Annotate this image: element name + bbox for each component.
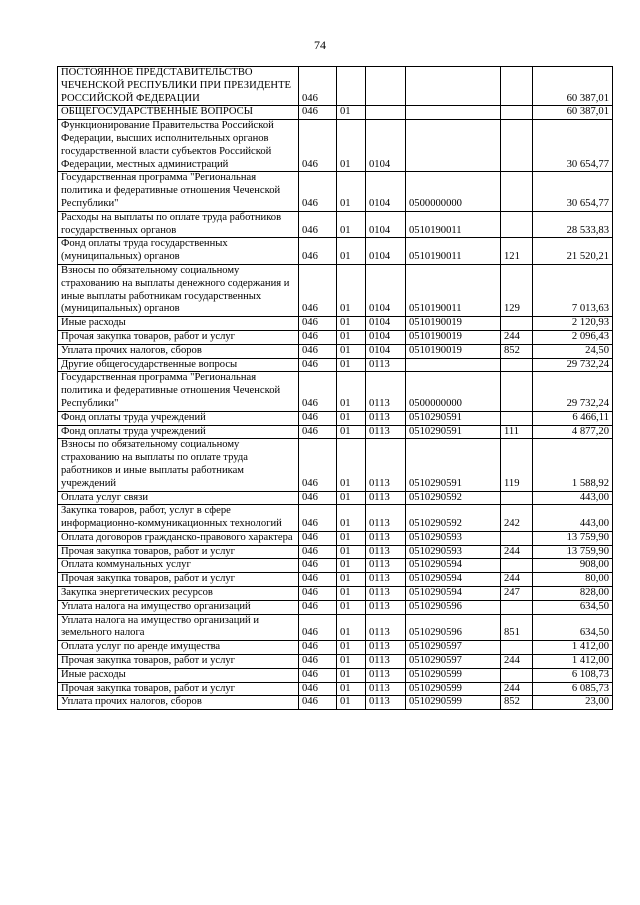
table-row	[58, 238, 613, 265]
table-row	[58, 317, 613, 331]
row-subsection-cell: 0104	[366, 211, 406, 238]
row-target-cell: 0510290594	[406, 559, 501, 573]
row-subsection-cell: 0104	[366, 238, 406, 265]
row-subsection-cell: 0104	[366, 330, 406, 344]
row-type-cell	[501, 668, 533, 682]
row-type-cell	[501, 358, 533, 372]
row-target-cell: 0510190019	[406, 317, 501, 331]
row-amount-cell: 634,50	[533, 614, 613, 641]
row-type-cell: 119	[501, 439, 533, 491]
row-section-cell: 01	[337, 668, 366, 682]
row-name-cell: Уплата налога на имущество организаций и земельного налога	[58, 614, 299, 641]
row-type-cell: 242	[501, 505, 533, 532]
row-code-cell: 046	[299, 491, 337, 505]
row-subsection-cell: 0113	[366, 425, 406, 439]
row-amount-cell: 1 412,00	[533, 655, 613, 669]
row-subsection-cell: 0113	[366, 696, 406, 710]
row-name-cell: Прочая закупка товаров, работ и услуг	[58, 545, 299, 559]
row-section-cell: 01	[337, 505, 366, 532]
page-number: 74	[314, 38, 326, 52]
row-code-cell: 046	[299, 641, 337, 655]
row-name-cell: Другие общегосударственные вопросы	[58, 358, 299, 372]
row-code-cell: 046	[299, 358, 337, 372]
row-name-cell: Взносы по обязательному социальному страхованию на выплаты по оплате труда работников и иные выплаты работникам учреждений	[58, 439, 299, 491]
row-section-cell: 01	[337, 439, 366, 491]
row-code-cell: 046	[299, 238, 337, 265]
row-code-cell: 046	[299, 682, 337, 696]
row-subsection-cell: 0113	[366, 614, 406, 641]
row-type-cell	[501, 211, 533, 238]
row-code-cell: 046	[299, 573, 337, 587]
row-code-cell: 046	[299, 531, 337, 545]
row-name-cell: Закупка энергетических ресурсов	[58, 587, 299, 601]
table-row	[58, 211, 613, 238]
row-subsection-cell: 0104	[366, 344, 406, 358]
row-code-cell: 046	[299, 317, 337, 331]
row-code-cell: 046	[299, 439, 337, 491]
row-amount-cell: 634,50	[533, 600, 613, 614]
row-subsection-cell	[366, 106, 406, 120]
row-name-cell: ПОСТОЯННОЕ ПРЕДСТАВИТЕЛЬСТВО ЧЕЧЕНСКОЙ РЕСПУБЛИКИ ПРИ ПРЕЗИДЕНТЕ РОССИЙСКОЙ ФЕДЕРАЦИИ	[58, 67, 299, 106]
row-type-cell: 244	[501, 545, 533, 559]
row-type-cell: 852	[501, 696, 533, 710]
row-code-cell: 046	[299, 696, 337, 710]
row-subsection-cell: 0113	[366, 411, 406, 425]
row-target-cell: 0510290599	[406, 668, 501, 682]
row-amount-cell: 1 588,92	[533, 439, 613, 491]
row-code-cell: 046	[299, 67, 337, 106]
row-section-cell: 01	[337, 372, 366, 411]
row-section-cell: 01	[337, 682, 366, 696]
row-target-cell	[406, 67, 501, 106]
row-subsection-cell: 0113	[366, 505, 406, 532]
row-target-cell: 0500000000	[406, 172, 501, 211]
row-subsection-cell: 0113	[366, 587, 406, 601]
table-row	[58, 545, 613, 559]
row-amount-cell: 13 759,90	[533, 531, 613, 545]
row-section-cell: 01	[337, 264, 366, 316]
table-row	[58, 264, 613, 316]
row-code-cell: 046	[299, 545, 337, 559]
row-target-cell: 0510190011	[406, 264, 501, 316]
row-type-cell	[501, 559, 533, 573]
row-subsection-cell: 0113	[366, 372, 406, 411]
row-code-cell: 046	[299, 655, 337, 669]
table-row	[58, 120, 613, 172]
row-subsection-cell: 0113	[366, 439, 406, 491]
row-section-cell: 01	[337, 600, 366, 614]
row-target-cell: 0510290591	[406, 411, 501, 425]
row-section-cell: 01	[337, 411, 366, 425]
table-row	[58, 344, 613, 358]
row-type-cell: 111	[501, 425, 533, 439]
row-subsection-cell: 0113	[366, 668, 406, 682]
row-code-cell: 046	[299, 211, 337, 238]
row-amount-cell: 23,00	[533, 696, 613, 710]
row-section-cell: 01	[337, 573, 366, 587]
table-row	[58, 668, 613, 682]
row-subsection-cell: 0104	[366, 172, 406, 211]
table-row	[58, 372, 613, 411]
row-amount-cell: 29 732,24	[533, 372, 613, 411]
row-target-cell: 0510290599	[406, 696, 501, 710]
row-amount-cell: 13 759,90	[533, 545, 613, 559]
row-name-cell: Уплата налога на имущество организаций	[58, 600, 299, 614]
row-name-cell: Уплата прочих налогов, сборов	[58, 696, 299, 710]
row-target-cell: 0510290592	[406, 505, 501, 532]
row-type-cell	[501, 106, 533, 120]
row-name-cell: Оплата коммунальных услуг	[58, 559, 299, 573]
row-name-cell: Прочая закупка товаров, работ и услуг	[58, 682, 299, 696]
table-row	[58, 505, 613, 532]
row-section-cell: 01	[337, 120, 366, 172]
row-subsection-cell: 0104	[366, 317, 406, 331]
row-subsection-cell: 0113	[366, 559, 406, 573]
table-row	[58, 425, 613, 439]
row-name-cell: Иные расходы	[58, 668, 299, 682]
row-amount-cell: 443,00	[533, 505, 613, 532]
row-code-cell: 046	[299, 411, 337, 425]
row-name-cell: Закупка товаров, работ, услуг в сфере информационно-коммуникационных технологий	[58, 505, 299, 532]
row-type-cell: 121	[501, 238, 533, 265]
row-amount-cell: 24,50	[533, 344, 613, 358]
table-row	[58, 67, 613, 106]
table-row	[58, 439, 613, 491]
table-row	[58, 491, 613, 505]
row-amount-cell: 2 096,43	[533, 330, 613, 344]
row-code-cell: 046	[299, 668, 337, 682]
row-subsection-cell: 0104	[366, 120, 406, 172]
row-section-cell: 01	[337, 587, 366, 601]
row-name-cell: Расходы на выплаты по оплате труда работников государственных органов	[58, 211, 299, 238]
row-name-cell: Государственная программа "Региональная политика и федеративные отношения Чеченской Республики"	[58, 172, 299, 211]
row-name-cell: Фонд оплаты труда учреждений	[58, 425, 299, 439]
row-subsection-cell: 0113	[366, 358, 406, 372]
row-code-cell: 046	[299, 120, 337, 172]
table-row	[58, 559, 613, 573]
row-name-cell: Иные расходы	[58, 317, 299, 331]
row-type-cell: 244	[501, 682, 533, 696]
row-target-cell: 0510290596	[406, 614, 501, 641]
row-type-cell	[501, 641, 533, 655]
row-name-cell: Государственная программа "Региональная политика и федеративные отношения Чеченской Республики"	[58, 372, 299, 411]
row-amount-cell: 443,00	[533, 491, 613, 505]
table-row	[58, 614, 613, 641]
row-section-cell	[337, 67, 366, 106]
row-type-cell	[501, 600, 533, 614]
row-type-cell	[501, 491, 533, 505]
row-type-cell	[501, 67, 533, 106]
row-target-cell	[406, 106, 501, 120]
row-amount-cell: 28 533,83	[533, 211, 613, 238]
row-code-cell: 046	[299, 172, 337, 211]
row-section-cell: 01	[337, 545, 366, 559]
row-type-cell: 852	[501, 344, 533, 358]
row-target-cell: 0510290593	[406, 531, 501, 545]
row-target-cell: 0510190019	[406, 330, 501, 344]
row-section-cell: 01	[337, 358, 366, 372]
row-code-cell: 046	[299, 330, 337, 344]
row-name-cell: Прочая закупка товаров, работ и услуг	[58, 330, 299, 344]
row-subsection-cell: 0113	[366, 600, 406, 614]
row-target-cell: 0510190011	[406, 238, 501, 265]
row-amount-cell: 30 654,77	[533, 172, 613, 211]
row-section-cell: 01	[337, 696, 366, 710]
row-code-cell: 046	[299, 614, 337, 641]
row-code-cell: 046	[299, 425, 337, 439]
row-amount-cell: 60 387,01	[533, 67, 613, 106]
row-name-cell: Уплата прочих налогов, сборов	[58, 344, 299, 358]
row-subsection-cell: 0104	[366, 264, 406, 316]
row-name-cell: Прочая закупка товаров, работ и услуг	[58, 573, 299, 587]
row-type-cell: 244	[501, 655, 533, 669]
row-amount-cell: 828,00	[533, 587, 613, 601]
row-target-cell: 0510290593	[406, 545, 501, 559]
row-amount-cell: 30 654,77	[533, 120, 613, 172]
row-section-cell: 01	[337, 614, 366, 641]
row-section-cell: 01	[337, 491, 366, 505]
row-amount-cell: 1 412,00	[533, 641, 613, 655]
row-section-cell: 01	[337, 317, 366, 331]
row-amount-cell: 908,00	[533, 559, 613, 573]
row-section-cell: 01	[337, 531, 366, 545]
row-subsection-cell	[366, 67, 406, 106]
row-code-cell: 046	[299, 372, 337, 411]
row-target-cell	[406, 120, 501, 172]
budget-table-body	[58, 67, 613, 710]
row-target-cell: 0510290596	[406, 600, 501, 614]
row-target-cell: 0510290594	[406, 587, 501, 601]
table-row	[58, 641, 613, 655]
row-subsection-cell: 0113	[366, 641, 406, 655]
row-amount-cell: 6 085,73	[533, 682, 613, 696]
row-target-cell: 0510190011	[406, 211, 501, 238]
row-subsection-cell: 0113	[366, 655, 406, 669]
row-section-cell: 01	[337, 344, 366, 358]
row-subsection-cell: 0113	[366, 545, 406, 559]
row-type-cell: 851	[501, 614, 533, 641]
row-amount-cell: 21 520,21	[533, 238, 613, 265]
row-type-cell	[501, 120, 533, 172]
row-section-cell: 01	[337, 238, 366, 265]
row-code-cell: 046	[299, 264, 337, 316]
row-section-cell: 01	[337, 559, 366, 573]
row-type-cell: 244	[501, 573, 533, 587]
row-target-cell: 0510290592	[406, 491, 501, 505]
row-subsection-cell: 0113	[366, 491, 406, 505]
row-target-cell: 0510290599	[406, 682, 501, 696]
row-type-cell	[501, 317, 533, 331]
table-row	[58, 411, 613, 425]
row-type-cell	[501, 531, 533, 545]
row-target-cell: 0500000000	[406, 372, 501, 411]
table-row	[58, 655, 613, 669]
row-name-cell: Фонд оплаты труда государственных (муниципальных) органов	[58, 238, 299, 265]
row-amount-cell: 2 120,93	[533, 317, 613, 331]
table-row	[58, 106, 613, 120]
row-amount-cell: 7 013,63	[533, 264, 613, 316]
table-row	[58, 587, 613, 601]
row-amount-cell: 29 732,24	[533, 358, 613, 372]
row-subsection-cell: 0113	[366, 682, 406, 696]
row-name-cell: Оплата договоров гражданско-правового характера	[58, 531, 299, 545]
row-type-cell: 244	[501, 330, 533, 344]
row-target-cell: 0510290591	[406, 425, 501, 439]
row-type-cell	[501, 411, 533, 425]
row-code-cell: 046	[299, 600, 337, 614]
row-target-cell: 0510290597	[406, 655, 501, 669]
table-row	[58, 600, 613, 614]
row-amount-cell: 80,00	[533, 573, 613, 587]
row-code-cell: 046	[299, 344, 337, 358]
row-section-cell: 01	[337, 641, 366, 655]
row-name-cell: Прочая закупка товаров, работ и услуг	[58, 655, 299, 669]
row-type-cell: 129	[501, 264, 533, 316]
table-row	[58, 172, 613, 211]
row-type-cell	[501, 372, 533, 411]
row-code-cell: 046	[299, 505, 337, 532]
row-section-cell: 01	[337, 330, 366, 344]
row-subsection-cell: 0113	[366, 531, 406, 545]
row-code-cell: 046	[299, 559, 337, 573]
row-name-cell: Оплата услуг связи	[58, 491, 299, 505]
row-code-cell: 046	[299, 106, 337, 120]
row-target-cell	[406, 358, 501, 372]
row-name-cell: Взносы по обязательному социальному страхованию на выплаты денежного содержания и иные выплаты работникам государственных (муниципальных) органов	[58, 264, 299, 316]
row-section-cell: 01	[337, 211, 366, 238]
row-section-cell: 01	[337, 106, 366, 120]
table-row	[58, 682, 613, 696]
row-amount-cell: 4 877,20	[533, 425, 613, 439]
row-target-cell: 0510290591	[406, 439, 501, 491]
row-amount-cell: 6 108,73	[533, 668, 613, 682]
table-row	[58, 531, 613, 545]
row-amount-cell: 60 387,01	[533, 106, 613, 120]
row-code-cell: 046	[299, 587, 337, 601]
row-target-cell: 0510290597	[406, 641, 501, 655]
row-target-cell: 0510290594	[406, 573, 501, 587]
row-name-cell: Оплата услуг по аренде имущества	[58, 641, 299, 655]
row-target-cell: 0510190019	[406, 344, 501, 358]
budget-table	[57, 66, 613, 710]
row-section-cell: 01	[337, 172, 366, 211]
table-row	[58, 696, 613, 710]
row-type-cell	[501, 172, 533, 211]
row-name-cell: Фонд оплаты труда учреждений	[58, 411, 299, 425]
row-name-cell: Функционирование Правительства Российской Федерации, высших исполнительных органов государственной власти субъектов Российской Федерации, местных администраций	[58, 120, 299, 172]
row-subsection-cell: 0113	[366, 573, 406, 587]
row-type-cell: 247	[501, 587, 533, 601]
row-amount-cell: 6 466,11	[533, 411, 613, 425]
row-section-cell: 01	[337, 425, 366, 439]
row-section-cell: 01	[337, 655, 366, 669]
table-row	[58, 358, 613, 372]
table-row	[58, 573, 613, 587]
row-name-cell: ОБЩЕГОСУДАРСТВЕННЫЕ ВОПРОСЫ	[58, 106, 299, 120]
table-row	[58, 330, 613, 344]
